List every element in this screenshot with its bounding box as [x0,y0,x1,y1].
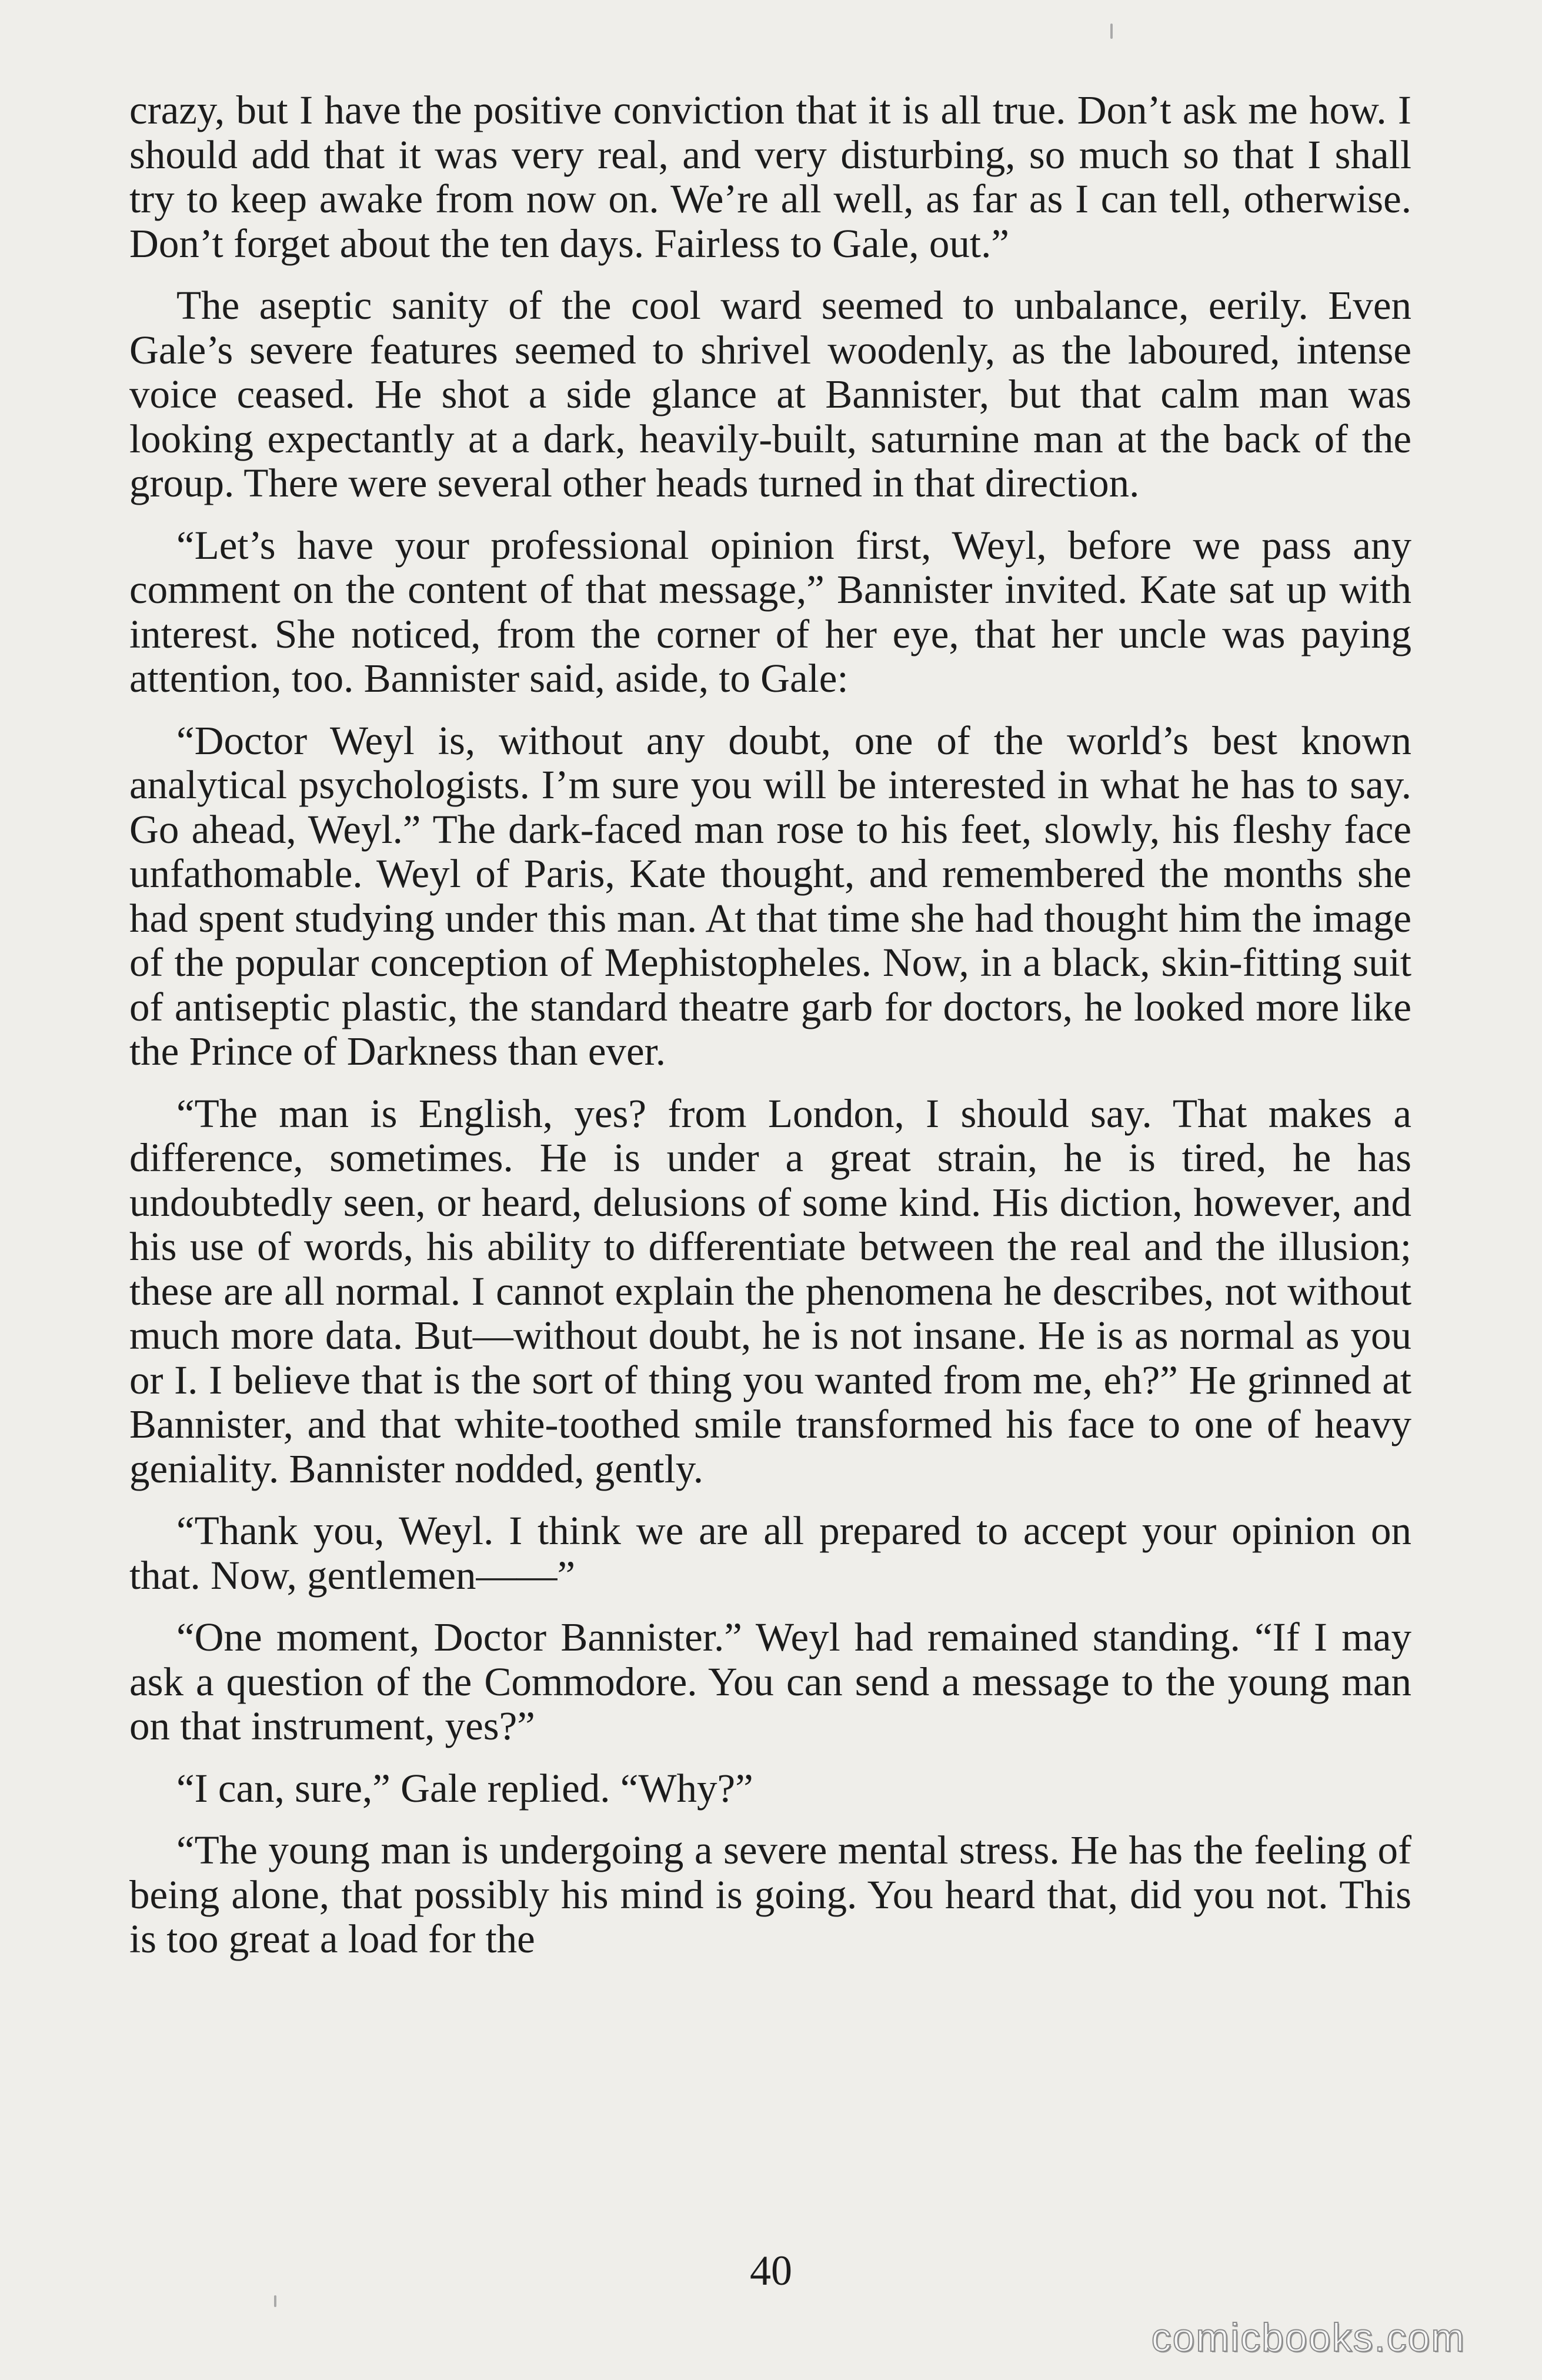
paragraph-continued: crazy, but I have the positive conviction that it is all true. Don’t ask me how. I should add that it was very real, and very disturbing, so much so that I shall try to keep awake from now on. We’re all well, as far as I can tell, otherwise. Don’t forget about the ten days. Fairless to Gale, out.” [129,88,1411,266]
paragraph: The aseptic sanity of the cool ward seemed to unbalance, eerily. Even Gale’s severe features seemed to shrivel woodenly, as the laboured, intense voice ceased. He shot a side glance at Bannister, but that calm man was looking expectantly at a dark, heavily-built, saturnine man at the back of the group. There were several other heads turned in that direction. [129,283,1411,505]
paragraph: “One moment, Doctor Bannister.” Weyl had remained standing. “If I may ask a question of the Commodore. You can send a message to the young man on that instrument, yes?” [129,1615,1411,1748]
paragraph: “Doctor Weyl is, without any doubt, one of the world’s best known analytical psychologists. I’m sure you will be interested in what he has to say. Go ahead, Weyl.” The dark-faced man rose to his feet, slowly, his fleshy face unfathomable. Weyl of Paris, Kate thought, and remembered the months she had spent studying under this man. At that time she had thought him the image of the popular conception of Mephistopheles. Now, in a black, skin-fitting suit of antiseptic plastic, the standard theatre garb for doctors, he looked more like the Prince of Darkness than ever. [129,718,1411,1074]
paragraph: “I can, sure,” Gale replied. “Why?” [176,1765,753,1811]
print-speck [1110,24,1113,39]
watermark-logo: comicbooks.com [1151,2315,1466,2360]
print-speck [274,2295,276,2307]
paragraph: “Let’s have your professional opinion first, Weyl, before we pass any comment on the content of that message,” Bannister invited. Kate sat up with interest. She noticed, from the corner of her eye, that her uncle was paying attention, too. Bannister said, aside, to Gale: [129,522,1411,701]
body-text [129,88,1411,1979]
paragraph: “The young man is undergoing a severe mental stress. He has the feeling of being alone, that possibly his mind is going. You heard that, did you not. This is too great a load for the [129,1828,1411,1961]
page-number: 40 [750,2247,792,2294]
paragraph: “The man is English, yes? from London, I should say. That makes a difference, sometimes. He is under a great strain, he is tired, he has undoubtedly seen, or heard, delusions of some kind. His diction, however, and his use of words, his ability to differentiate between the real and the illusion; these are all normal. I cannot explain the phenomena he describes, not without much more data. But—without doubt, he is not insane. He is as normal as you or I. I believe that is the sort of thing you wanted from me, eh?” He grinned at Bannister, and that white-toothed smile transformed his face to one of heavy geniality. Bannister nodded, gently. [129,1091,1411,1491]
paragraph: “Thank you, Weyl. I think we are all prepared to accept your opinion on that. Now, gentlemen——” [129,1508,1411,1598]
